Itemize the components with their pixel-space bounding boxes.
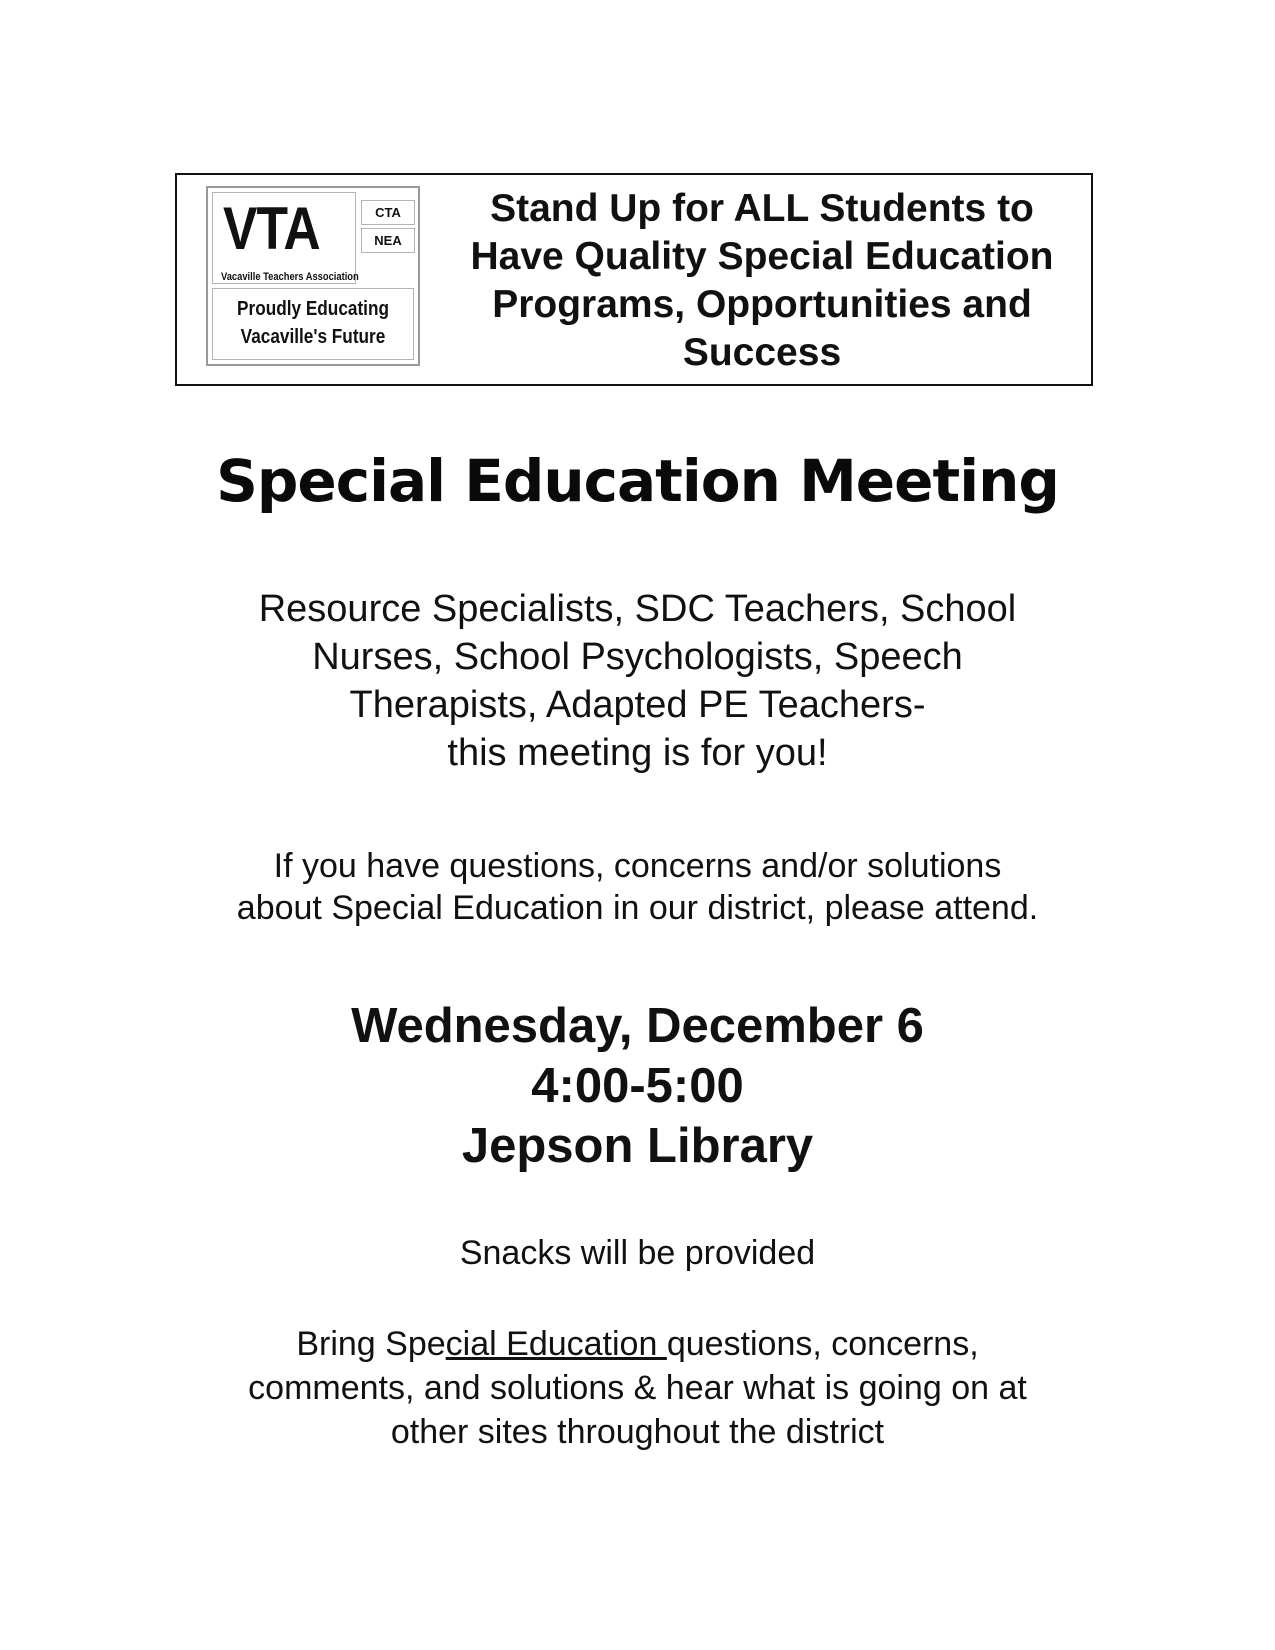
closing-line-1-underlined: cial Education (445, 1325, 667, 1363)
header-title-line: Have Quality Special Education (470, 235, 1054, 278)
closing-line-2: comments, and solutions & hear what is going on at (248, 1369, 1027, 1407)
event-details (0, 996, 1275, 1176)
logo-abbreviation: VTA (223, 195, 320, 262)
event-date: Wednesday, December 6 (351, 999, 924, 1053)
event-location: Jepson Library (461, 1119, 814, 1173)
vta-logo (206, 186, 420, 366)
audience-line: Therapists, Adapted PE Teachers- (349, 684, 926, 726)
logo-association-name: Vacaville Teachers Association (221, 271, 359, 283)
logo-badge-nea: NEA (361, 228, 415, 253)
closing-line-1 (0, 1322, 1275, 1366)
questions-line: If you have questions, concerns and/or solutions (273, 847, 1002, 885)
event-time: 4:00-5:00 (531, 1059, 744, 1113)
closing-line-1-prefix: Bring Spe (296, 1325, 446, 1363)
audience-paragraph (0, 585, 1275, 777)
page-title: Special Education Meeting (216, 447, 1059, 515)
audience-line: this meeting is for you! (447, 732, 828, 774)
logo-tagline-panel (212, 288, 414, 360)
header-title-line: Programs, Opportunities and (492, 283, 1032, 326)
questions-paragraph (0, 845, 1275, 929)
header-title-line: Success (682, 331, 842, 374)
closing-line-1-suffix: questions, concerns, (666, 1325, 979, 1363)
questions-line: about Special Education in our district, please attend. (236, 889, 1039, 927)
logo-tagline-line2: Vacaville's Future (240, 326, 386, 348)
audience-line: Nurses, School Psychologists, Speech (312, 636, 963, 678)
header-title-line: Stand Up for ALL Students to (490, 187, 1034, 230)
logo-badge-cta: CTA (361, 200, 415, 225)
audience-line: Resource Specialists, SDC Teachers, School (258, 588, 1017, 630)
closing-line-3: other sites throughout the district (390, 1413, 885, 1451)
closing-paragraph (0, 1322, 1275, 1454)
logo-tagline-line1: Proudly Educating (237, 298, 389, 320)
snacks-note: Snacks will be provided (459, 1234, 816, 1272)
header-title (439, 185, 1085, 377)
logo-top-panel (212, 192, 359, 284)
header-box (175, 173, 1093, 386)
